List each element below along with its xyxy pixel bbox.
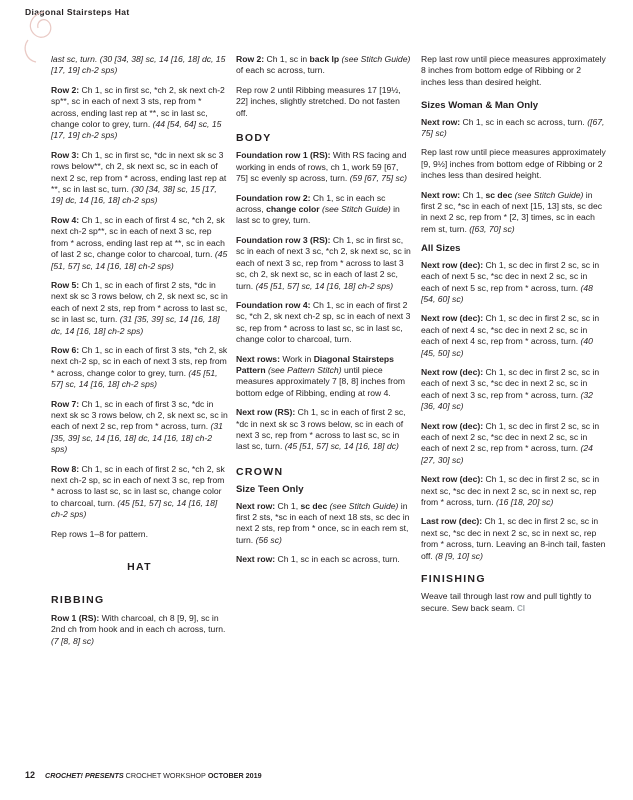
- next-rows: Next rows: Work in Diagonal Stairsteps Pattern (see Pattern Stitch) until piece measures approximately 7 [8, 8] inches from bottom edge of Ribbing, ending at row 4.: [236, 353, 406, 398]
- issue-name: CROCHET WORKSHOP: [123, 771, 206, 780]
- wm-next-row-1: Next row: Ch 1, sc in each sc across, turn. ([67, 75] sc): [421, 116, 605, 139]
- section-heading-hat: HAT: [127, 561, 152, 574]
- foundation-row-4: Foundation row 4: Ch 1, sc in each of first 2 sc, *ch 2, sk next ch-2 sp, sc in each of next 3 sc, rep from * across to last sc, sc in last sc, change color to charcoal, turn.: [236, 299, 411, 345]
- finishing-text: Weave tail through last row and pull tightly to secure. Sew back seam. CI: [421, 591, 592, 613]
- pattern-row-4: Row 4: Ch 1, sc in each of first 4 sc, *ch 2, sk next ch-2 sp**, sc in each of next 3 sc, rep from * across, ending last rep at **, sc in each of last 2 sc, change color to charcoal, turn. (45 [51, 57] sc, 14 [16, 18] ch-2 sps): [51, 214, 228, 271]
- teen-repeat: Rep last row until piece measures approximately 8 inches from bottom edge of Ribbing or 2 inches less than desired height.: [421, 54, 606, 87]
- section-heading-crown: CROWN: [236, 465, 284, 478]
- foundation-row-3: Foundation row 3 (RS): Ch 1, sc in first sc, sc in each of next 3 sc, *ch 2, sk next sc, sc in each of next 3 sc, rep from * across to last 3 sc, ch 2, sk next sc, sc in each of last 2 sc, turn. (45 [51, 57] sc, 14 [16, 18] ch-2 sps): [236, 234, 411, 291]
- dec-row-3: Next row (dec): Ch 1, sc dec in first 2 sc, sc in each of next 3 sc, *sc dec in next 2 sc, sc in each of next 3 sc, rep from * across, turn. (32 [36, 40] sc): [421, 366, 600, 412]
- pattern-row-8: Row 8: Ch 1, sc in each of first 2 sc, *ch 2, sk next ch-2 sp, sc in each of next 3 sc, rep from * across to last sc, sc in last sc, change color to charcoal, turn. (45 [51, 57] sc, 14 [16, 18] ch-2 sps): [51, 463, 225, 520]
- repeat-instruction: Rep rows 1–8 for pattern.: [51, 528, 148, 539]
- foundation-row-1: Foundation row 1 (RS): With RS facing and working in ends of rows, ch 1, work 59 [67, 75] sc evenly sp across, turn. (59 [67, 75] sc): [236, 150, 408, 184]
- pattern-row-2: Row 2: Ch 1, sc in first sc, *ch 2, sk next ch-2 sp**, sc in each of next 3 sts, rep from * across, ending last rep at **, sc in last sc, change color to grey, turn. (44 [54, 64] sc, 15 [17, 19] ch-2 sps): [51, 84, 225, 141]
- ribbing-repeat: Rep row 2 until Ribbing measures 17 [19½, 22] inches, slightly stretched. Do not fasten off.: [236, 84, 401, 118]
- pattern-row-5: Row 5: Ch 1, sc in each of first 2 sts, *dc in next sk sc 3 rows below, ch 2, sk next sc, sc in each of next 2 sts, rep from * across to last sc, sc in last sc, turn. (31 [35, 39] sc, 14 [16, 18] dc, 14 [16, 18] ch-2 sps): [51, 279, 228, 336]
- last-row: Last row (dec): Ch 1, sc dec in first 2 sc, sc in next sc, *sc dec in next 2 sc, sc in next sc, rep from * across, turn. Leaving an 8-inch tail, fasten off. (8 [9, 10] sc): [421, 516, 606, 561]
- dec-row-2: Next row (dec): Ch 1, sc dec in first 2 sc, sc in each of next 4 sc, *sc dec in next 2 sc, sc in each of next 4 sc, rep from * across, turn. (40 [45, 50] sc): [421, 313, 600, 358]
- running-header: Diagonal Stairsteps Hat: [25, 7, 130, 17]
- dec-row-1: Next row (dec): Ch 1, sc dec in first 2 sc, sc in each of next 5 sc, *sc dec in next 2 sc, sc in each of next 5 sc, rep from * across, turn. (48 [54, 60] sc): [421, 259, 600, 304]
- teen-next-row-2: Next row: Ch 1, sc in each sc across, turn.: [236, 554, 400, 565]
- foundation-row-2: Foundation row 2: Ch 1, sc in each sc across, change color (see Stitch Guide) in last sc to grey, turn.: [236, 192, 400, 226]
- issue-date: OCTOBER 2019: [205, 771, 262, 780]
- dec-row-4: Next row (dec): Ch 1, sc dec in first 2 sc, sc in each of next 2 sc, *sc dec in next 2 sc, sc in each of next 2 sc, rep from * across, turn. (24 [27, 30] sc): [421, 420, 600, 465]
- page-number: 12: [25, 770, 36, 780]
- subheading-sizes-woman-man: Sizes Woman & Man Only: [421, 100, 539, 112]
- next-row-rs: Next row (RS): Ch 1, sc in each of first 2 sc, *dc in next sk sc 3 rows below, sc in each of next 3 sc, rep from * across to last sc, sc in last sc, turn. (45 [51, 57] sc, 14 [16, 18] dc): [236, 407, 406, 452]
- pattern-row-3: Row 3: Ch 1, sc in first sc, *dc in next sk sc 3 rows below**, ch 2, sk next sc, sc in each of next 2 sc, rep from * across, ending last rep at **, sc in last sc, turn. (30 [34, 38] sc, 15 [17, 19] dc, 14 [16, 18] ch-2 sps): [51, 149, 227, 206]
- paragraph-continued: last sc, turn. (30 [34, 38] sc, 14 [16, 18] dc, 15 [17, 19] ch-2 sps): [51, 54, 226, 76]
- dec-row-5: Next row (dec): Ch 1, sc dec in first 2 sc, sc in next sc, *sc dec in next 2 sc, sc in next sc, rep from * across, turn. (16 [18, 20] sc): [421, 474, 600, 507]
- page-footer: [25, 770, 262, 780]
- ribbing-row-1: Row 1 (RS): With charcoal, ch 8 [9, 9], sc in 2nd ch from hook and in each ch across, turn. (7 [8, 8] sc): [51, 612, 226, 646]
- section-heading-finishing: FINISHING: [421, 573, 486, 586]
- magazine-name: CROCHET! PRESENTS: [45, 771, 124, 780]
- teen-next-row-1: Next row: Ch 1, sc dec (see Stitch Guide) in first 2 sts, *sc in each of next 18 sts, sc dec in next 2 sts, rep from * once, sc in each rem st, turn. (56 sc): [236, 500, 410, 545]
- section-heading-body: BODY: [236, 132, 272, 145]
- ribbing-row-2: Row 2: Ch 1, sc in back lp (see Stitch Guide) of each sc across, turn.: [236, 54, 411, 76]
- column-right: [421, 54, 607, 622]
- section-heading-ribbing: RIBBING: [51, 594, 105, 607]
- column-middle: [236, 54, 412, 574]
- subheading-size-teen: Size Teen Only: [236, 484, 304, 496]
- column-left: [51, 54, 228, 655]
- pattern-row-6: Row 6: Ch 1, sc in each of first 3 sts, *ch 2, sk next ch-2 sp, sc in each of next 3 sts, rep from * across, change color to grey, turn. (45 [51, 57] sc, 14 [16, 18] ch-2 sps): [51, 344, 228, 390]
- wm-repeat: Rep last row until piece measures approximately [9, 9½] inches from bottom edge of Ribbing or 2 inches less than desired height.: [421, 147, 606, 181]
- pattern-row-7: Row 7: Ch 1, sc in each of first 3 sc, *dc in next sk sc 3 rows below, ch 2, sk next sc, sc in each of next 2 sc, rep from * across, turn. (31 [35, 39] sc, 14 [16, 18] dc, 14 [16, 18] ch-2 sps): [51, 398, 228, 455]
- subheading-all-sizes: All Sizes: [421, 243, 461, 255]
- wm-next-row-2: Next row: Ch 1, sc dec (see Stitch Guide) in first 2 sc, *sc in each of next [15, 13] sts, sc dec in next 2 sc, rep from * [2, 3] times, sc in each rem st, turn. ([63, 70] sc): [421, 189, 603, 234]
- end-mark-ci: CI: [517, 603, 526, 613]
